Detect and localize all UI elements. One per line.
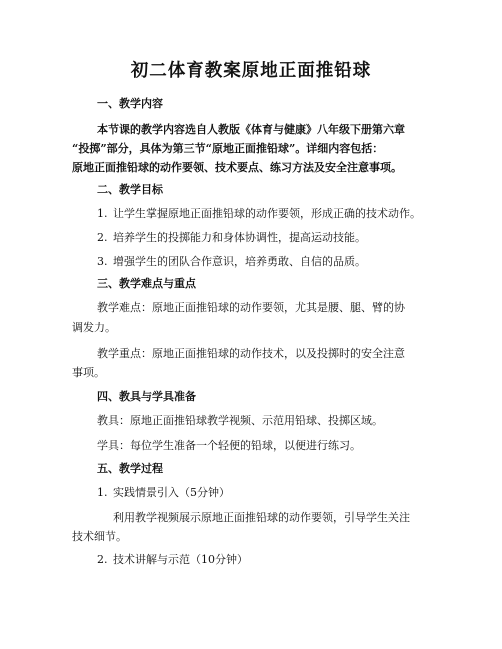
section-heading-process: 五、教学过程 — [97, 462, 163, 475]
process-step-1 — [97, 485, 230, 501]
section-heading-focus: 三、教学难点与重点 — [97, 277, 196, 290]
difficulty-line-2: 调发力。 — [72, 321, 116, 334]
list-text: 培养学生的投掷能力和身体协调性，提高运动技能。 — [113, 231, 366, 244]
content-line-3: 原地正面推铅球的动作要领、技术要点、练习方法及安全注意事项。 — [72, 161, 402, 174]
list-number: 3. — [97, 255, 108, 268]
list-number: 2. — [97, 553, 108, 566]
content-line-2: “投掷”部分，具体为第三节“原地正面推铅球”。详细内容包括： — [72, 142, 384, 155]
content-line-1: 本节课的教学内容选自人教版《体育与健康》八年级下册第六章 — [97, 123, 405, 136]
step1-desc-line-1: 利用教学视频展示原地正面推铅球的动作要领，引导学生关注 — [113, 511, 410, 524]
key-line-1: 教学重点：原地正面推铅球的动作技术，以及投掷时的安全注意 — [97, 347, 405, 360]
section-heading-content: 一、教学内容 — [97, 97, 163, 110]
section-heading-materials: 四、教具与学具准备 — [97, 390, 196, 403]
process-step-2 — [97, 552, 248, 568]
objective-item-3 — [97, 254, 366, 270]
list-number: 1. — [97, 207, 108, 220]
list-text: 实践情景引入（5分钟） — [113, 486, 230, 499]
difficulty-line-1: 教学难点：原地正面推铅球的动作要领，尤其是腰、腿、臂的协 — [97, 301, 405, 314]
list-text: 让学生掌握原地正面推铅球的动作要领，形成正确的技术动作。 — [113, 207, 421, 220]
list-number: 1. — [97, 486, 108, 499]
list-number: 2. — [97, 231, 108, 244]
list-text: 技术讲解与示范（10分钟） — [113, 553, 248, 566]
step1-desc-line-2: 技术细节。 — [72, 530, 127, 543]
document-title: 初二体育教案原地正面推铅球 — [130, 61, 372, 81]
teacher-materials: 教具：原地正面推铅球教学视频、示范用铅球、投掷区域。 — [97, 414, 383, 427]
objective-item-1 — [97, 206, 421, 222]
list-text: 增强学生的团队合作意识，培养勇敢、自信的品质。 — [113, 255, 366, 268]
student-materials: 学具：每位学生准备一个轻便的铅球，以便进行练习。 — [97, 439, 361, 452]
objective-item-2 — [97, 230, 366, 246]
key-line-2: 事项。 — [72, 366, 105, 379]
section-heading-objectives: 二、教学目标 — [97, 183, 163, 196]
